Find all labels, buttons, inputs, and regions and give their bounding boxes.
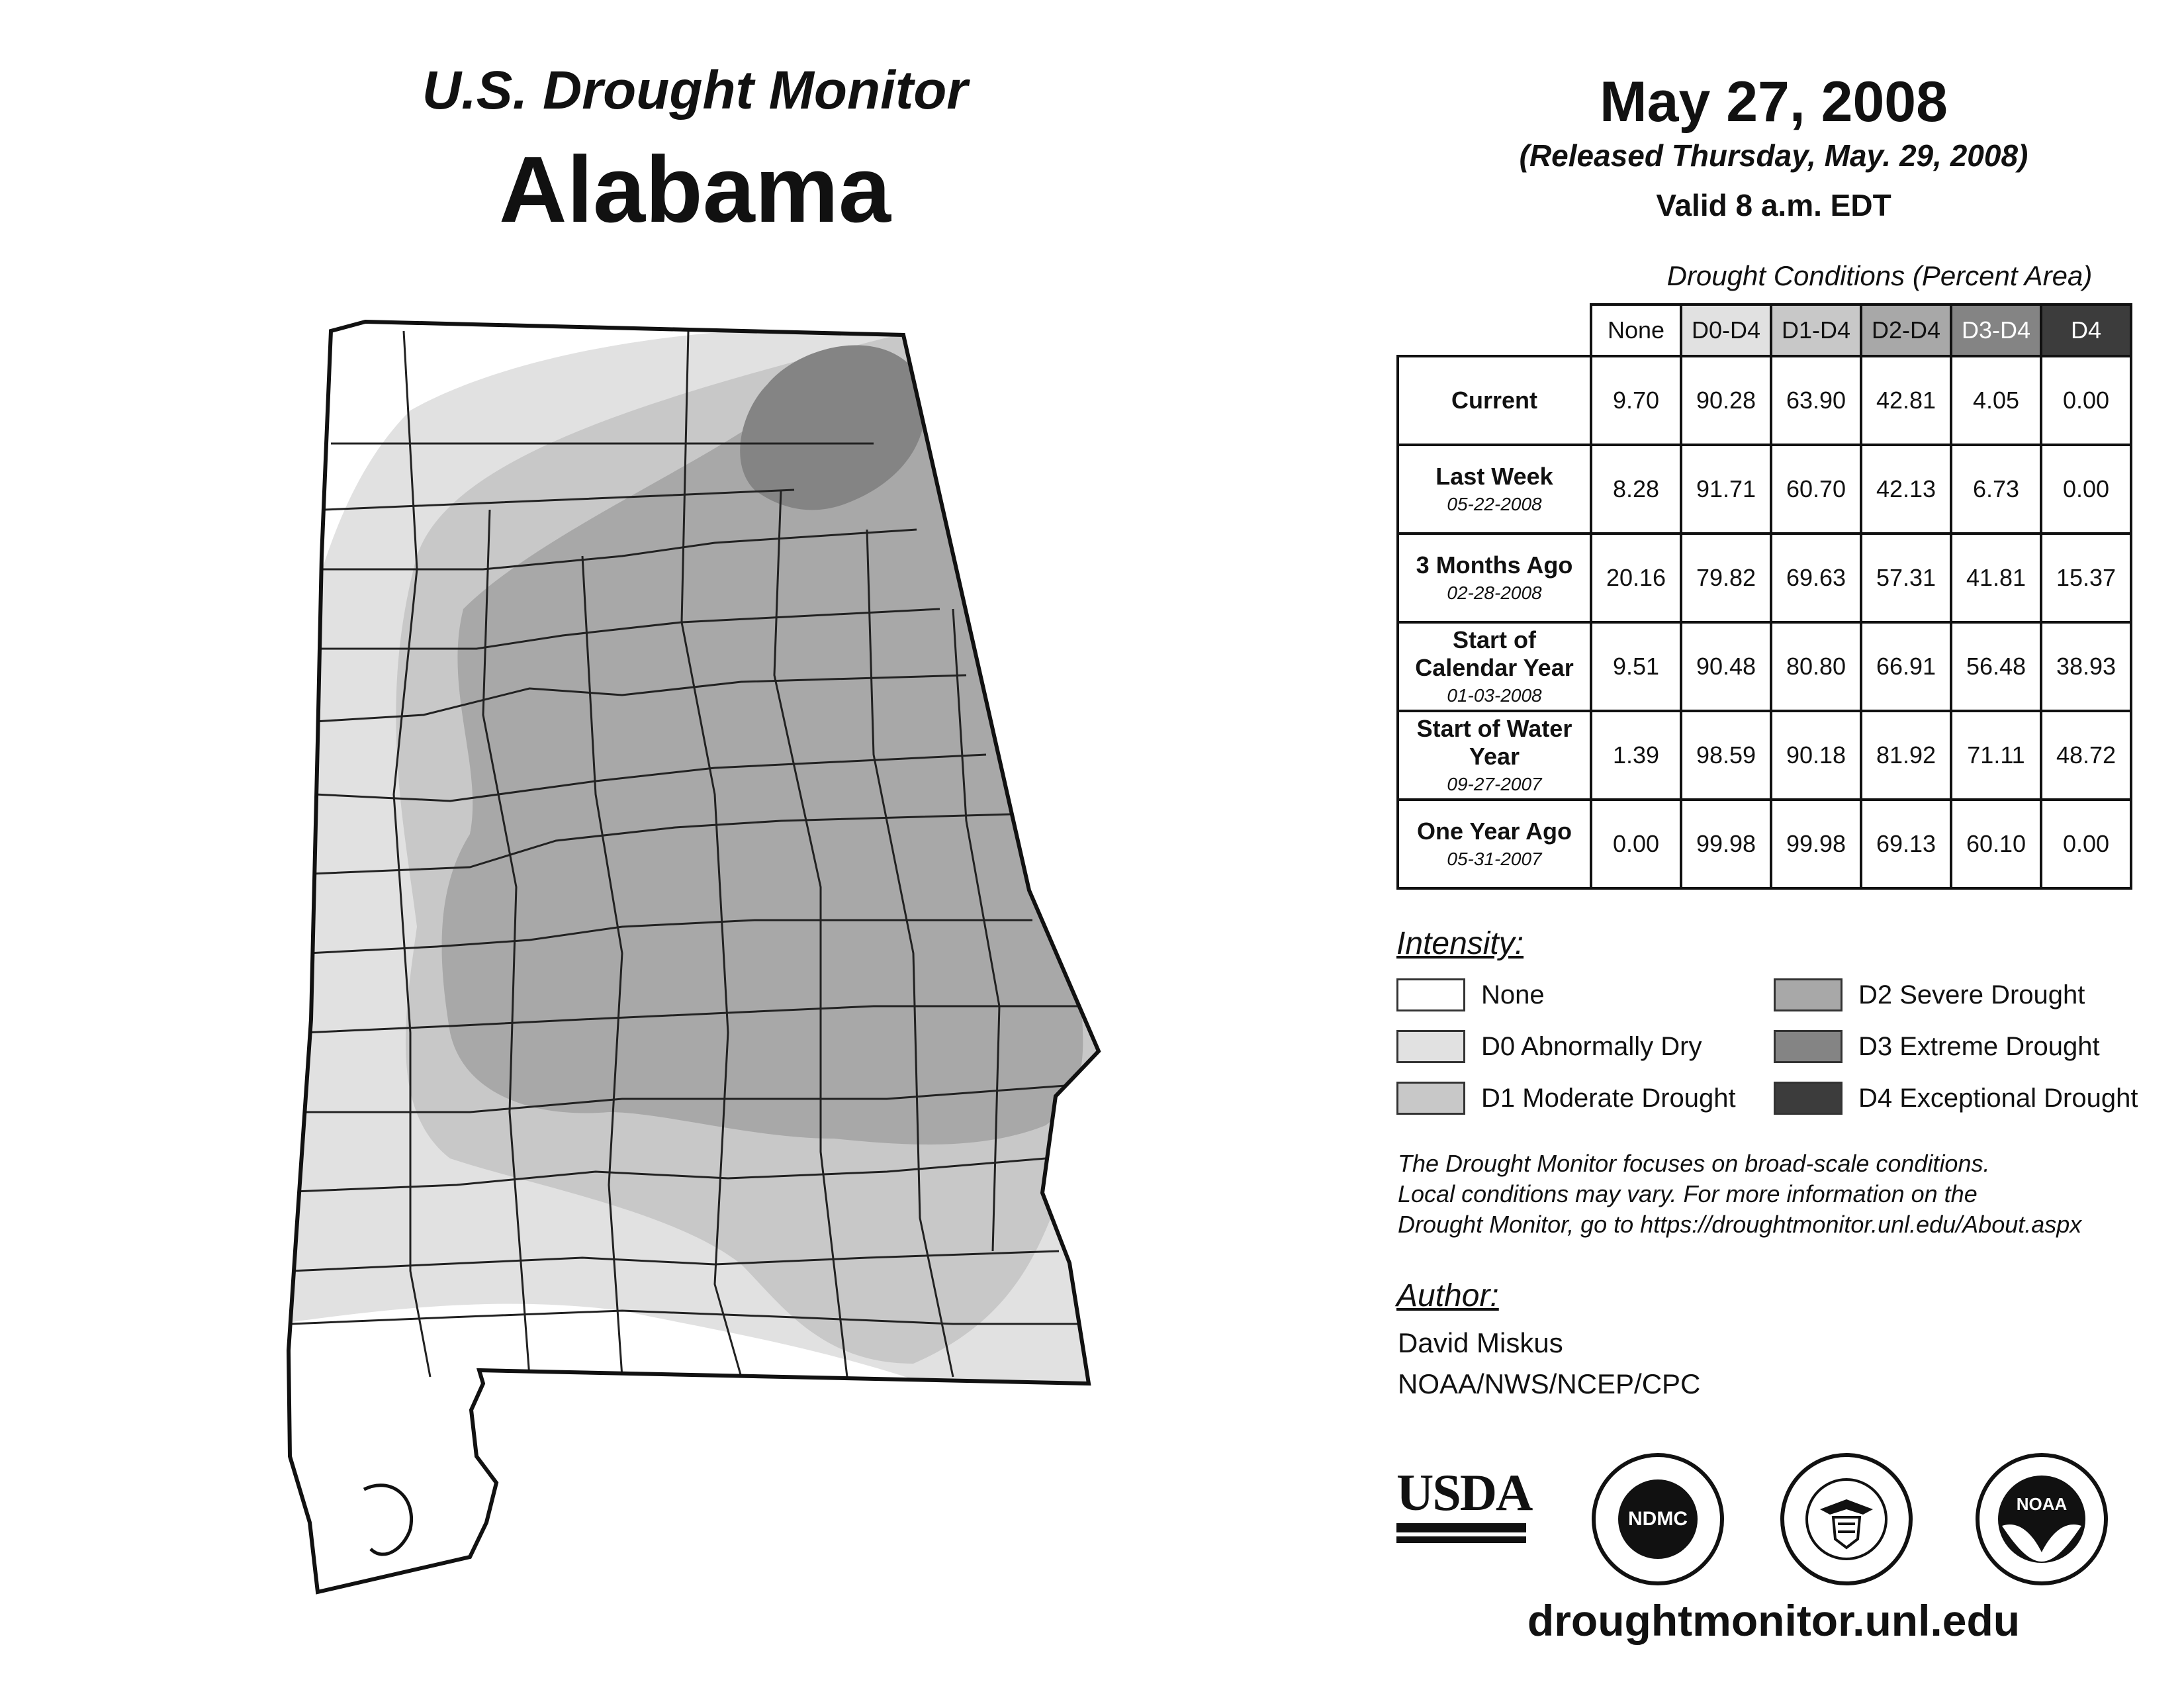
row-date: 02-28-2008	[1447, 583, 1542, 603]
col-d4: D4	[2041, 305, 2131, 356]
col-d0-d4: D0-D4	[1681, 305, 1771, 356]
noaa-bird-icon	[1995, 1473, 2088, 1566]
table-cell: 0.00	[2041, 356, 2131, 445]
table-cell: 90.48	[1681, 622, 1771, 711]
table-row	[1398, 534, 2131, 622]
legend-swatch	[1396, 1030, 1465, 1063]
table-row	[1398, 622, 2131, 711]
table-cell: 99.98	[1771, 800, 1861, 888]
note-line: Drought Monitor, go to https://droughtmonitor.unl.edu/About.aspx	[1398, 1211, 2082, 1238]
table-row	[1398, 711, 2131, 800]
footer-url: droughtmonitor.unl.edu	[1527, 1596, 2021, 1645]
table-header-row	[1398, 305, 2131, 356]
col-none: None	[1591, 305, 1681, 356]
table-cell: 15.37	[2041, 534, 2131, 622]
table-cell: 98.59	[1681, 711, 1771, 800]
row-label-text: 3 Months Ago	[1416, 551, 1573, 579]
table-cell: 81.92	[1861, 711, 1951, 800]
legend-swatch	[1396, 1082, 1465, 1115]
table-cell: 38.93	[2041, 622, 2131, 711]
row-label	[1398, 622, 1591, 711]
legend-label: D2 Severe Drought	[1858, 980, 2085, 1009]
legend-d3	[1774, 1028, 2100, 1065]
table-cell: 69.13	[1861, 800, 1951, 888]
table-cell: 69.63	[1771, 534, 1861, 622]
commerce-seal-logo	[1780, 1453, 1913, 1585]
table-cell: 41.81	[1951, 534, 2041, 622]
map-date: May 27, 2008	[1600, 70, 1948, 134]
valid-time: Valid 8 a.m. EDT	[1656, 188, 1891, 222]
legend-swatch	[1774, 1030, 1843, 1063]
table-cell: 79.82	[1681, 534, 1771, 622]
table-cell: 4.05	[1951, 356, 2041, 445]
table-title: Drought Conditions (Percent Area)	[1666, 260, 2093, 291]
legend-swatch	[1396, 978, 1465, 1011]
drought-conditions-table	[1396, 303, 2132, 890]
row-label-text: Current	[1451, 387, 1537, 414]
table-cell: 90.18	[1771, 711, 1861, 800]
table-cell: 20.16	[1591, 534, 1681, 622]
legend-d4	[1774, 1080, 2138, 1117]
row-label-text: Start of Water Year	[1416, 715, 1572, 770]
note-line: The Drought Monitor focuses on broad-scale conditions.	[1398, 1150, 1990, 1177]
author-block	[1398, 1323, 1700, 1405]
intensity-heading: Intensity:	[1396, 926, 1524, 961]
header-blank	[1398, 305, 1591, 356]
table-cell: 6.73	[1951, 445, 2041, 534]
table-row	[1398, 356, 2131, 445]
col-d1-d4: D1-D4	[1771, 305, 1861, 356]
ndmc-logo-text: NDMC	[1618, 1479, 1698, 1559]
table-cell: 66.91	[1861, 622, 1951, 711]
ndmc-logo	[1592, 1453, 1724, 1585]
usda-logo-bar	[1396, 1536, 1526, 1543]
legend-label: D0 Abnormally Dry	[1481, 1031, 1702, 1061]
legend-label: D1 Moderate Drought	[1481, 1083, 1736, 1113]
table-cell: 63.90	[1771, 356, 1861, 445]
legend-label: None	[1481, 980, 1545, 1009]
table-cell: 90.28	[1681, 356, 1771, 445]
row-label-text: One Year Ago	[1416, 818, 1572, 845]
eagle-shield-icon	[1803, 1476, 1889, 1562]
table-cell: 1.39	[1591, 711, 1681, 800]
table-cell: 56.48	[1951, 622, 2041, 711]
row-label	[1398, 711, 1591, 800]
noaa-logo-text: NOAA	[2016, 1494, 2068, 1514]
row-label	[1398, 800, 1591, 888]
legend-swatch	[1774, 1082, 1843, 1115]
row-label	[1398, 534, 1591, 622]
table-cell: 57.31	[1861, 534, 1951, 622]
row-date: 09-27-2007	[1447, 774, 1542, 794]
table-cell: 91.71	[1681, 445, 1771, 534]
table-cell: 48.72	[2041, 711, 2131, 800]
table-cell: 0.00	[2041, 800, 2131, 888]
table-row	[1398, 800, 2131, 888]
row-date: 01-03-2008	[1447, 685, 1542, 706]
table-row	[1398, 445, 2131, 534]
usda-logo-text: USDA	[1396, 1464, 1532, 1521]
usda-logo-bar	[1396, 1523, 1526, 1532]
table-cell: 60.10	[1951, 800, 2041, 888]
alabama-drought-map	[251, 291, 1138, 1602]
release-date: (Released Thursday, May. 29, 2008)	[1519, 138, 2028, 173]
table-cell: 9.51	[1591, 622, 1681, 711]
table-cell: 42.81	[1861, 356, 1951, 445]
map-subtitle: U.S. Drought Monitor	[422, 60, 968, 120]
state-title: Alabama	[499, 137, 891, 242]
legend-none	[1396, 976, 1545, 1013]
row-label-text: Start of Calendar Year	[1415, 626, 1574, 681]
table-cell: 71.11	[1951, 711, 2041, 800]
legend-label: D4 Exceptional Drought	[1858, 1083, 2138, 1113]
table-cell: 8.28	[1591, 445, 1681, 534]
table-cell: 0.00	[1591, 800, 1681, 888]
legend-swatch	[1774, 978, 1843, 1011]
disclaimer-note	[1398, 1149, 2172, 1240]
legend-d1	[1396, 1080, 1736, 1117]
table-cell: 9.70	[1591, 356, 1681, 445]
col-d3-d4: D3-D4	[1951, 305, 2041, 356]
table-cell: 99.98	[1681, 800, 1771, 888]
row-date: 05-22-2008	[1447, 494, 1542, 514]
author-name: David Miskus	[1398, 1327, 1563, 1358]
row-label-text: Last Week	[1435, 463, 1553, 490]
author-heading: Author:	[1396, 1278, 1499, 1313]
table-cell: 80.80	[1771, 622, 1861, 711]
table-cell: 0.00	[2041, 445, 2131, 534]
author-org: NOAA/NWS/NCEP/CPC	[1398, 1368, 1701, 1399]
note-line: Local conditions may vary. For more information on the	[1398, 1180, 1978, 1207]
legend-d2	[1774, 976, 2085, 1013]
noaa-logo	[1976, 1453, 2108, 1585]
col-d2-d4: D2-D4	[1861, 305, 1951, 356]
table-cell: 42.13	[1861, 445, 1951, 534]
table-cell: 60.70	[1771, 445, 1861, 534]
usda-logo	[1396, 1464, 1532, 1559]
legend-label: D3 Extreme Drought	[1858, 1031, 2100, 1061]
legend-d0	[1396, 1028, 1702, 1065]
row-label	[1398, 445, 1591, 534]
row-date: 05-31-2007	[1447, 849, 1542, 869]
row-label	[1398, 356, 1591, 445]
